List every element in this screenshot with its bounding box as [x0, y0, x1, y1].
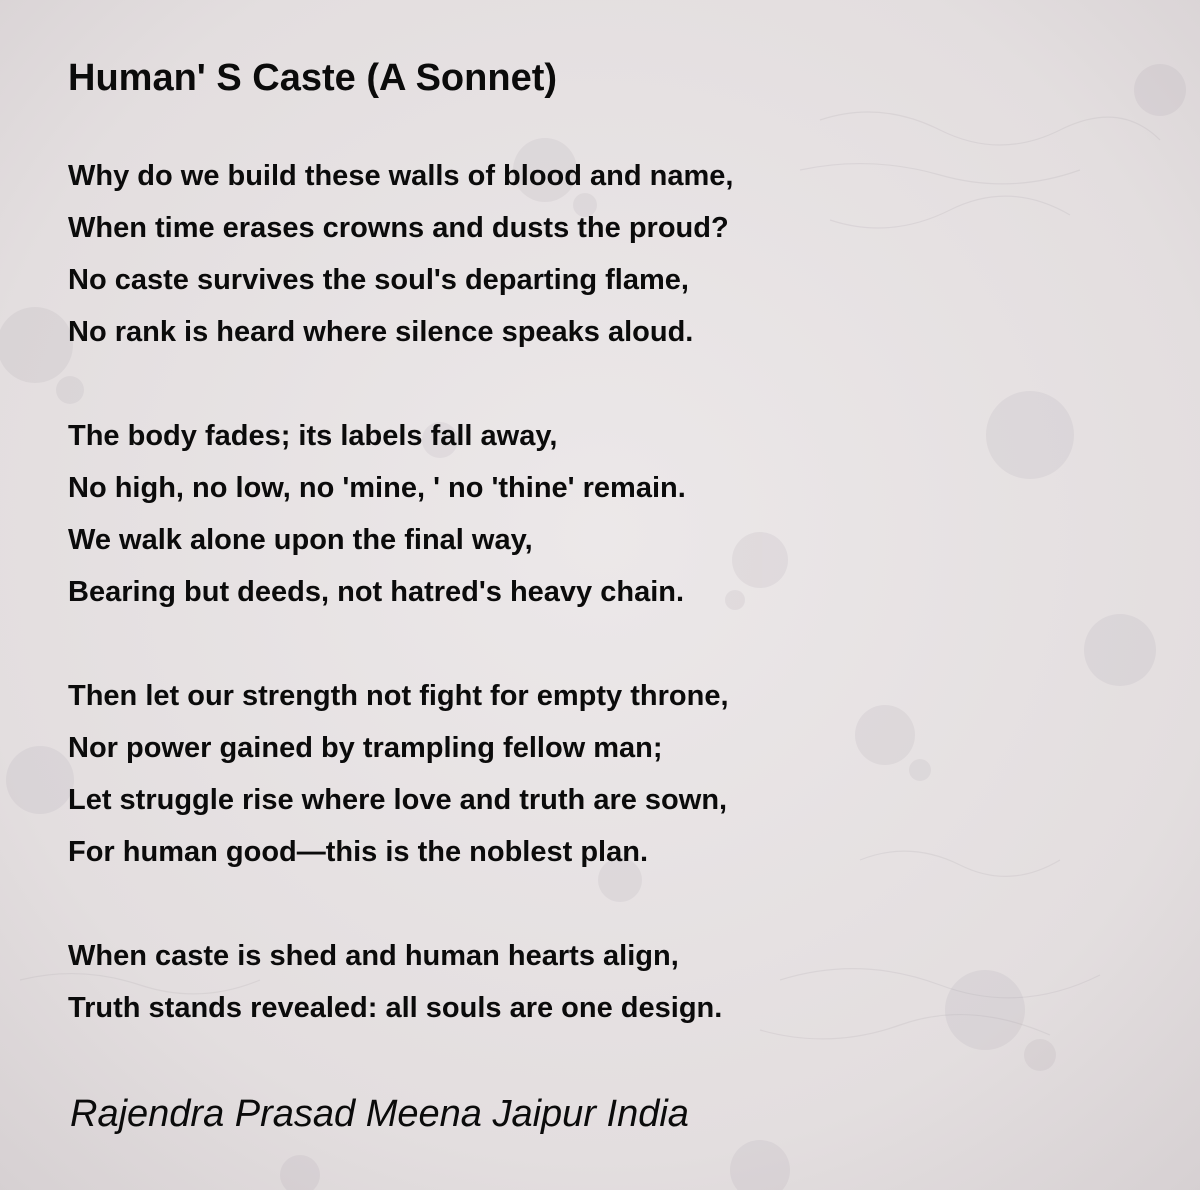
poem-line: No rank is heard where silence speaks aloud. — [68, 316, 694, 348]
poem-line: Truth stands revealed: all souls are one design. — [68, 992, 723, 1024]
poem-title: Human' S Caste (A Sonnet) — [68, 57, 558, 99]
poem-line: The body fades; its labels fall away, — [68, 420, 558, 452]
stanza-4 — [68, 930, 1068, 1034]
poem-line: For human good—this is the noblest plan. — [68, 836, 648, 868]
poem-line: No high, no low, no 'mine, ' no 'thine' remain. — [68, 472, 686, 504]
poem-line: Let struggle rise where love and truth are sown, — [68, 784, 728, 816]
poem-line: Bearing but deeds, not hatred's heavy chain. — [68, 576, 685, 608]
poem-line: When caste is shed and human hearts align, — [68, 940, 679, 972]
poem-body — [68, 150, 1068, 1086]
stanza-1 — [68, 150, 1068, 358]
stanza-3 — [68, 670, 1068, 878]
poem-line: Why do we build these walls of blood and name, — [68, 160, 734, 192]
poem-line: Then let our strength not fight for empty throne, — [68, 680, 729, 712]
poem-line: We walk alone upon the final way, — [68, 524, 533, 556]
poem-author: Rajendra Prasad Meena Jaipur India — [70, 1093, 689, 1135]
poem-line: Nor power gained by trampling fellow man; — [68, 732, 663, 764]
poem-line: No caste survives the soul's departing flame, — [68, 264, 689, 296]
stanza-2 — [68, 410, 1068, 618]
poem-line: When time erases crowns and dusts the proud? — [68, 212, 729, 244]
